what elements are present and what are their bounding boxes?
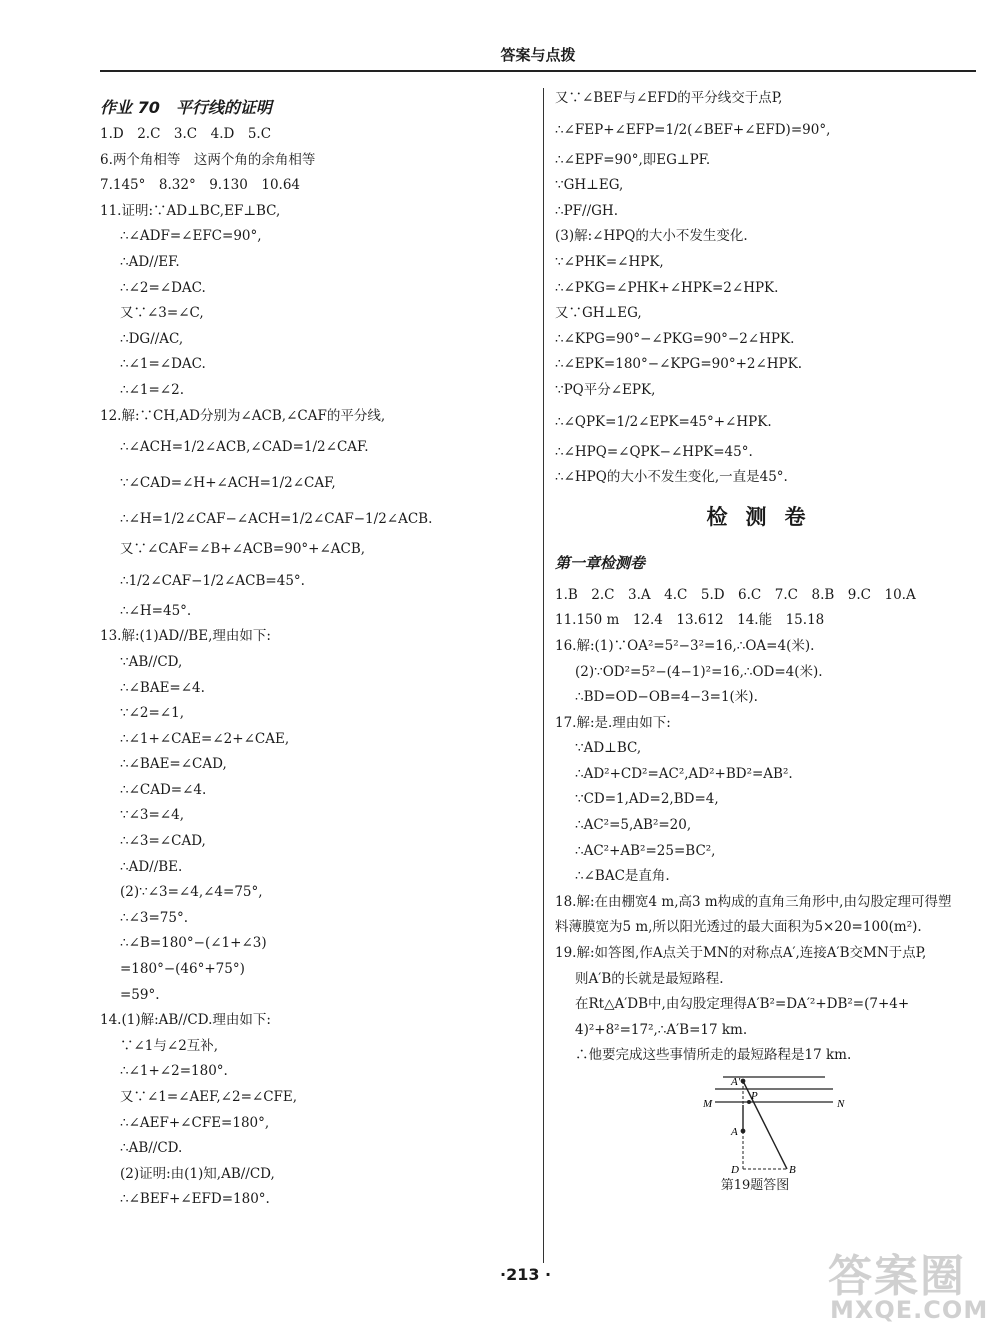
answer-line: ∴∠1+∠2=180°. — [120, 1063, 228, 1080]
answer-line: 19.解:如答图,作A点关于MN的对称点A′,连接A′B交MN于点P, — [555, 945, 927, 962]
answer-line: ∵GH⊥EG, — [555, 177, 624, 194]
answer-line: ∴他要完成这些事情所走的最短路程是17 km. — [575, 1047, 852, 1064]
answer-line: ∴∠AEF+∠CFE=180°, — [120, 1114, 270, 1131]
answer-line: ∵AD⊥BC, — [575, 740, 642, 757]
answer-line: ∴∠EPK=180°−∠KPG=90°+2∠HPK. — [555, 356, 803, 373]
answer-line: 12.解:∵CH,AD分别为∠ACB,∠CAF的平分线, — [100, 407, 386, 424]
answer-line: ∴∠BAC是直角. — [575, 868, 670, 885]
answer-line: ∴∠ACH=1/2∠ACB,∠CAD=1/2∠CAF. — [120, 439, 369, 456]
label-p: P — [751, 1090, 758, 1102]
right-column — [555, 86, 975, 1198]
answer-line: ∴AB//CD. — [120, 1140, 183, 1157]
page-header-title: 答案与点拨 — [500, 46, 576, 64]
answer-line: 13.解:(1)AD//BE,理由如下: — [100, 628, 271, 645]
answer-line: ∴BD=OD−OB=4−3=1(米). — [575, 689, 758, 706]
answer-line: ∴∠ADF=∠EFC=90°, — [120, 228, 262, 245]
answer-line: ∴∠H=1/2∠CAF−∠ACH=1/2∠CAF−1/2∠ACB. — [120, 511, 433, 528]
watermark-site-text: MXQE.COM — [830, 1296, 989, 1324]
column-divider — [543, 88, 544, 1263]
label-d: D — [731, 1164, 739, 1174]
answer-line: ∵∠3=∠4, — [120, 807, 184, 824]
answer-line: 又∵∠BEF与∠EFD的平分线交于点P, — [555, 90, 783, 106]
answer-line: ∴∠HPQ=∠QPK−∠HPK=45°. — [555, 443, 753, 460]
answer-line: ∴∠EPF=90°,即EG⊥PF. — [555, 151, 711, 168]
segment-a-prime-b — [743, 1081, 787, 1169]
answer-line: 11.150 m 12.4 13.612 14.能 15.18 — [555, 612, 825, 629]
answer-line: ∴∠B=180°−(∠1+∠3) — [120, 935, 267, 952]
right-column-bottom — [555, 583, 975, 1069]
right-column-top — [555, 86, 975, 491]
test-section-title: 检测卷 — [706, 504, 824, 529]
answer-line: 料薄膜宽为5 m,所以阳光透过的最大面积为5×20=100(m²). — [555, 919, 922, 936]
watermark-logo — [820, 1240, 995, 1330]
page-number: ·213 · — [500, 1265, 552, 1284]
answer-line: ∴∠BAE=∠CAD, — [120, 756, 227, 773]
answer-line: ∴∠FEP+∠EFP=1/2(∠BEF+∠EFD)=90°, — [555, 121, 831, 138]
answer-line: ∴AD//EF. — [120, 253, 180, 270]
answer-line: ∴∠PKG=∠PHK+∠HPK=2∠HPK. — [555, 279, 779, 296]
answer-line: (3)解:∠HPQ的大小不发生变化. — [555, 228, 748, 245]
answer-line: ∵∠2=∠1, — [120, 705, 184, 722]
answer-line: ∵CD=1,AD=2,BD=4, — [575, 791, 719, 808]
answer-line: ∴∠1=∠2. — [120, 381, 184, 398]
answer-line: ∴AC²=5,AB²=20, — [575, 817, 692, 834]
answer-line: =59°. — [120, 986, 160, 1003]
left-column — [100, 94, 530, 1213]
answer-line: ∴∠1+∠CAE=∠2+∠CAE, — [120, 730, 290, 747]
figure-caption: 第19题答图 — [720, 1178, 790, 1193]
label-a: A — [731, 1126, 738, 1138]
answer-line: ∵∠PHK=∠HPK, — [555, 253, 664, 270]
answer-line: ∴AD//BE. — [120, 858, 183, 875]
answer-line: ∴∠HPQ的大小不发生变化,一直是45°. — [555, 469, 788, 486]
answer-line: 16.解:(1)∵OA²=5²−3²=16,∴OA=4(米). — [555, 637, 815, 654]
answer-line: 17.解:是.理由如下: — [555, 714, 671, 731]
answer-line: =180°−(46°+75°) — [120, 961, 245, 978]
answer-line: ∵PQ平分∠EPK, — [555, 381, 656, 398]
section-heading: 作业 70 平行线的证明 — [100, 98, 272, 117]
answer-line: 则A′B的长就是最短路程. — [575, 970, 724, 987]
answer-line: ∵∠CAD=∠H+∠ACH=1/2∠CAF, — [120, 475, 336, 492]
label-a-prime: A′ — [731, 1076, 741, 1088]
answer-line: 在Rt△A′DB中,由勾股定理得A′B²=DA′²+DB²=(7+4+ — [575, 996, 910, 1013]
label-m: M — [703, 1098, 713, 1110]
answer-line: ∴∠3=∠CAD, — [120, 833, 206, 850]
header-rule — [100, 70, 976, 72]
answer-line: 4)²+8²=17²,∴A′B=17 km. — [575, 1021, 748, 1038]
answer-line: 7.145° 8.32° 9.130 10.64 — [100, 177, 301, 194]
answer-line: (2)∵∠3=∠4,∠4=75°, — [120, 884, 263, 901]
answer-line: ∴∠CAD=∠4. — [120, 781, 207, 798]
answer-line: 1.D 2.C 3.C 4.D 5.C — [100, 126, 272, 142]
answer-line: ∵AB//CD, — [120, 653, 183, 670]
answer-line: 1.B 2.C 3.A 4.C 5.D 6.C 7.C 8.B 9.C 10.A — [555, 586, 916, 603]
answer-line: 11.证明:∵AD⊥BC,EF⊥BC, — [100, 202, 281, 219]
answer-line: ∴AC²+AB²=25=BC², — [575, 842, 716, 859]
point-a-prime — [741, 1079, 746, 1084]
chapter-heading: 第一章检测卷 — [555, 553, 646, 572]
answer-line: 又∵∠CAF=∠B+∠ACB=90°+∠ACB, — [120, 541, 366, 558]
answer-line: (2)证明:由(1)知,AB//CD, — [120, 1165, 275, 1182]
answer-line: 又∵∠3=∠C, — [120, 305, 204, 322]
label-b: B — [789, 1164, 796, 1174]
answer-line: (2)∵OD²=5²−(4−1)²=16,∴OD=4(米). — [575, 663, 823, 680]
figure-drawing — [703, 1069, 853, 1174]
answer-line: ∴∠BAE=∠4. — [120, 679, 205, 696]
watermark-logo-text: 答案圈 — [828, 1251, 966, 1302]
problem-19-figure — [703, 1069, 853, 1174]
label-n: N — [837, 1098, 845, 1110]
answer-line: 14.(1)解:AB//CD.理由如下: — [100, 1012, 271, 1029]
answer-line: ∴∠KPG=90°−∠PKG=90°−2∠HPK. — [555, 330, 795, 347]
answer-line: ∴∠3=75°. — [120, 909, 189, 926]
answer-line: ∴∠H=45°. — [120, 602, 192, 619]
answer-line: ∵∠1与∠2互补, — [120, 1037, 219, 1054]
answer-line: 6.两个角相等 这两个角的余角相等 — [100, 151, 316, 168]
answer-line: ∴DG//AC, — [120, 330, 184, 347]
answer-line: 又∵∠1=∠AEF,∠2=∠CFE, — [120, 1089, 298, 1105]
answer-line: ∴1/2∠CAF−1/2∠ACB=45°. — [120, 572, 305, 589]
answer-line: ∴∠BEF+∠EFD=180°. — [120, 1191, 270, 1208]
answer-line: ∴∠1=∠DAC. — [120, 356, 206, 373]
answer-line: ∴AD²+CD²=AC²,AD²+BD²=AB². — [575, 765, 793, 782]
answer-line: 又∵GH⊥EG, — [555, 305, 642, 322]
answer-line: ∴∠QPK=1/2∠EPK=45°+∠HPK. — [555, 413, 772, 430]
point-a — [741, 1129, 746, 1134]
answer-line: ∴PF//GH. — [555, 202, 618, 219]
answer-line: 18.解:在由棚宽4 m,高3 m构成的直角三角形中,由勾股定理可得塑 — [555, 893, 952, 910]
answer-line: ∴∠2=∠DAC. — [120, 279, 206, 296]
